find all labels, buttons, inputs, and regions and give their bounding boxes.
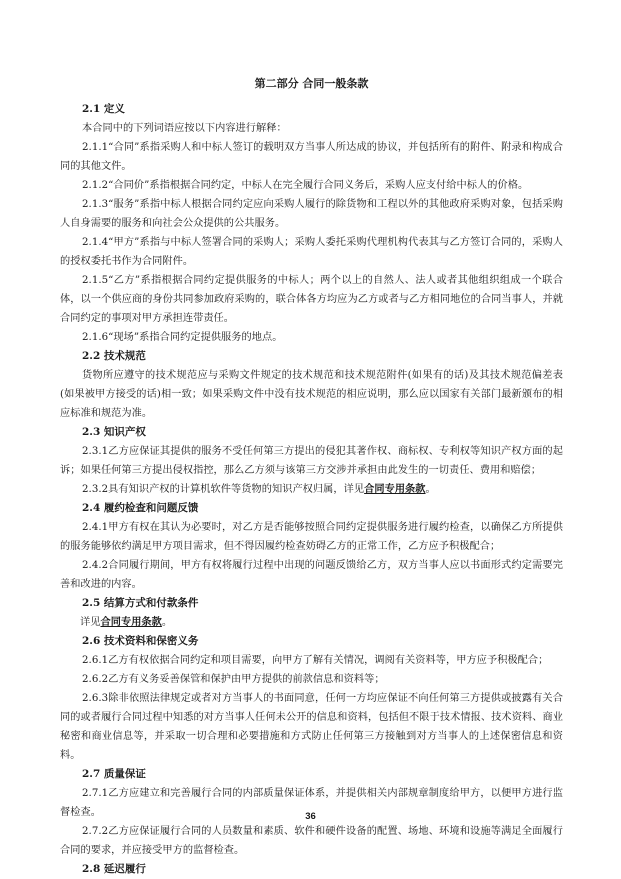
paragraph-suffix: 。	[425, 484, 436, 495]
section-2-3	[60, 423, 563, 499]
section-2-6	[60, 632, 563, 765]
document-title: 第二部分 合同一般条款	[254, 77, 369, 90]
section-2-1	[60, 100, 563, 347]
paragraph: 2.3.1乙方应保证其提供的服务不受任何第三方提出的侵犯其著作权、商标权、专利权等知识产权方面的起诉；如果任何第三方提出侵权指控，那么乙方须与该第三方交涉并承担由此发生的一切责任、费用和赔偿；	[60, 446, 563, 476]
section-heading: 2.4 履约检查和问题反馈	[82, 502, 199, 514]
paragraph: 2.6.3除非依照法律规定或者对方当事人的书面同意，任何一方均应保证不向任何第三方提供或披露有关合同的或者履行合同过程中知悉的对方当事人任何未公开的信息和资料，包括但不限于技术情报、技术资料、商业秘密和商业信息等，并采取一切合理和必要措施和方式防止任何第三方接触到对方当事人的上述保密信息和资料。	[60, 693, 563, 761]
paragraph	[60, 480, 563, 499]
paragraph: 货物所应遵守的技术规范应与采购文件规定的技术规范和技术规范附件(如果有的话)及其技术规范偏差表(如果被甲方接受的话)相一致；如果采购文件中没有技术规范的相应说明，那么应以国家有关部门最新颁布的相应标准和规范为准。	[60, 370, 563, 419]
section-2-8	[60, 860, 563, 879]
paragraph	[60, 613, 563, 632]
paragraph: 2.6.1乙方有权依据合同约定和项目需要，向甲方了解有关情况，调阅有关资料等，甲方应予积极配合；	[82, 655, 549, 666]
paragraph: 2.1.2“合同价”系指根据合同约定，中标人在完全履行合同义务后，采购人应支付给中标人的价格。	[82, 180, 529, 191]
paragraph-text: 2.3.2具有知识产权的计算机软件等货物的知识产权归属，详见	[82, 484, 365, 495]
page-number: 36	[305, 811, 316, 822]
paragraph: 2.1.1“合同”系指采购人和中标人签订的载明双方当事人所达成的协议，并包括所有的附件、附录和构成合同的其他文件。	[60, 142, 563, 172]
paragraph: 2.1.4“甲方”系指与中标人签署合同的采购人；采购人委托采购代理机构代表其与乙方签订合同的，采购人的授权委托书作为合同附件。	[60, 237, 563, 267]
paragraph: 本合同中的下列词语应按以下内容进行解释：	[82, 123, 287, 134]
section-2-4	[60, 499, 563, 594]
section-heading: 2.2 技术规范	[82, 350, 146, 362]
section-2-2	[60, 347, 563, 423]
paragraph: 2.1.3“服务”系指中标人根据合同约定应向采购人履行的除货物和工程以外的其他政府采购对象，包括采购人自身需要的服务和向社会公众提供的公共服务。	[60, 199, 563, 229]
paragraph: 2.4.1甲方有权在其认为必要时，对乙方是否能够按照合同约定提供服务进行履约检查，以确保乙方所提供的服务能够依约满足甲方项目需求，但不得因履约检查妨碍乙方的正常工作，乙方应予积极配合；	[60, 522, 563, 552]
paragraph-suffix: 。	[161, 617, 173, 628]
section-heading: 2.5 结算方式和付款条件	[82, 597, 199, 609]
section-heading: 2.3 知识产权	[82, 426, 146, 438]
paragraph: 2.6.2乙方有义务妥善保管和保护由甲方提供的前款信息和资料等；	[82, 674, 385, 685]
paragraph: 2.1.6“现场”系指合同约定提供服务的地点。	[82, 332, 283, 343]
paragraph: 2.7.1乙方应建立和完善履行合同的内部质量保证体系，并提供相关内部规章制度给甲方，以便甲方进行监督检查。	[60, 788, 563, 818]
paragraph: 2.4.2合同履行期间，甲方有权将履行过程中出现的问题反馈给乙方，双方当事人应以书面形式约定需要完善和改进的内容。	[60, 560, 563, 590]
paragraph: 2.7.2乙方应保证履行合同的人员数量和素质、软件和硬件设备的配置、场地、环境和设施等满足全面履行合同的要求，并应接受甲方的监督检查。	[60, 826, 563, 856]
section-heading: 2.6 技术资料和保密义务	[82, 635, 199, 647]
section-heading: 2.7 质量保证	[82, 768, 146, 780]
section-heading: 2.8 延迟履行	[82, 863, 146, 875]
contract-special-terms-link[interactable]: 合同专用条款	[100, 616, 162, 628]
section-2-5	[60, 594, 563, 632]
section-heading: 2.1 定义	[82, 103, 125, 115]
contract-special-terms-link[interactable]: 合同专用条款	[364, 483, 426, 495]
paragraph: 2.1.5“乙方”系指根据合同约定提供服务的中标人；两个以上的自然人、法人或者其他组织组成一个联合体，以一个供应商的身份共同参加政府采购的，联合体各方均应为乙方或者与乙方相同地位的合同当事人，并就合同约定的事项对甲方承担连带责任。	[60, 275, 563, 324]
paragraph-text: 详见	[80, 617, 101, 628]
